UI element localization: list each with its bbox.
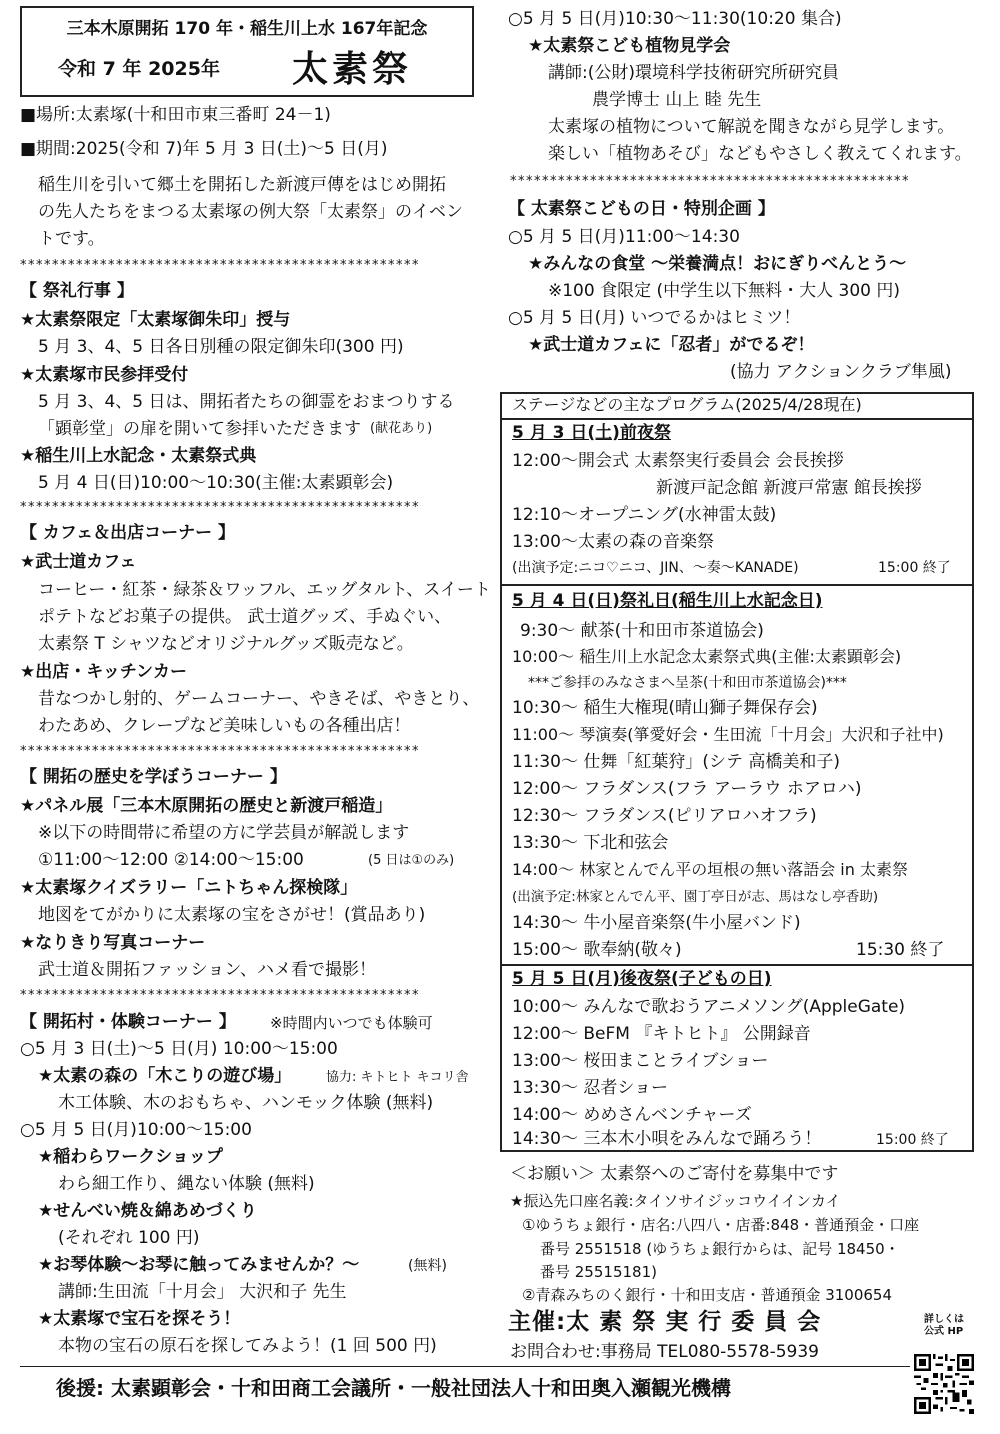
organizer-contact: お問合わせ:事務局 TEL080-5578-5939 [510,1342,819,1362]
program-title: ステージなどの主なプログラム(2025/4/28現在) [512,395,862,414]
item-note: (献花あり) [370,421,433,436]
item-title: ★太素祭限定「太素塚御朱印」授与 [20,310,291,330]
item-date: ○5 月 3 日(土)～5 日(月) 10:00～15:00 [20,1039,338,1059]
divider [20,1366,910,1367]
item-desc: 「顕彰堂」の扉を開いて参拝いただきます [38,419,361,439]
item-note: 協力: キトヒト キコリ舎 [326,1070,469,1085]
section-heading-village: 【 開拓村・体験コーナー 】 [20,1012,236,1032]
item-desc: 地図をてがかりに太素塚の宝をさがせ！(賞品あり) [38,905,426,925]
item-desc: 5 月 3、4、5 日各日別種の限定御朱印(300 円) [38,337,404,357]
program-line: (出演予定:ニコ♡ニコ、JIN、～奏～KANADE) [512,560,799,576]
item-note: (5 日は①のみ) [368,853,455,868]
intro-line: の先人たちをまつる太素塚の例大祭「太素祭」のイベン [38,202,463,222]
info-period: ■期間:2025(令和 7)年 5 月 3 日(土)～5 日(月) [20,139,388,159]
program-line: 12:00～ BeFM 『キトヒト』 公開録音 [512,1024,811,1044]
donation-line: ①ゆうちょ銀行・店名:八四八・店番:848・普通預金・口座 [522,1216,920,1234]
item-desc: 講師:(公財)環境科学技術研究所研究員 [548,63,839,83]
title-year: 令和 7 年 2025年 [58,58,220,80]
item-desc: 太素塚の植物について解説を聞きながら見学します。 [548,117,955,137]
program-line: 12:00～開会式 太素祭実行委員会 会長挨拶 [512,451,844,471]
item-desc: 5 月 4 日(日)10:00～10:30(主催:太素顕彰会) [38,473,394,493]
item-desc: 木工体験、木のおもちゃ、ハンモック体験 (無料) [58,1093,434,1113]
item-desc: わたあめ、クレープなど美味しいもの各種出店！ [38,716,411,736]
item-title: ★パネル展「三本木原開拓の歴史と新渡戸稲造」 [20,796,393,816]
item-desc: ※100 食限定 (中学生以下無料・大人 300 円) [548,281,901,301]
item-desc: 講師:生田流「十月会」 大沢和子 先生 [58,1282,347,1302]
item-title: ★太素祭こども植物見学会 [528,36,731,56]
program-end: 15:00 終了 [876,1132,949,1148]
divider: ************************************************** [20,744,420,759]
item-title: ★なりきり写真コーナー [20,933,206,953]
donation-line: 番号 25515181) [540,1263,657,1281]
divider: ************************************************** [510,174,910,189]
program-line: 12:10～オープニング(水神雷太鼓) [512,505,777,525]
program-line: 11:30～ 仕舞「紅葉狩」(シテ 高橋美和子) [512,752,841,772]
item-title: ★武士道カフェ [20,552,137,572]
program-line: 14:00～ めめさんベンチャーズ [512,1105,752,1125]
item-desc: 本物の宝石の原石を探してみよう！(1 回 500 円) [58,1336,437,1356]
program-line: 11:00～ 琴演奏(箏愛好会・生田流「十月会」大沢和子社中) [512,725,944,744]
divider [500,964,974,966]
item-desc: (それぞれ 100 円) [58,1228,200,1248]
item-desc: ※以下の時間帯に希望の方に学芸員が解説します [38,823,410,843]
program-line: 10:30～ 稲生大権現(晴山獅子舞保存会) [512,698,818,718]
intro-line: トです。 [38,229,105,249]
program-end: 15:00 終了 [878,560,951,576]
section-heading-cafe: 【 カフェ＆出店コーナー 】 [20,523,235,543]
program-line: 14:00～ 林家とんでん平の垣根の無い落語会 in 太素祭 [512,860,908,879]
item-title: ★稲わらワークショップ [38,1147,223,1167]
item-title: ★武士道カフェに「忍者」がでるぞ！ [528,335,815,355]
item-desc: わら細工作り、縄ない体験 (無料) [58,1174,315,1194]
section-heading-ritual: 【 祭礼行事 】 [20,281,134,301]
item-desc: ポテトなどお菓子の提供。 武士道グッズ、手ぬぐい、 [38,607,452,627]
program-line: (出演予定:林家とんでん平、園丁亭日が志、馬はなし亭香助) [512,889,879,905]
organizer-title: 主催:太 素 祭 実 行 委 員 会 [508,1309,822,1335]
item-note: (無料) [408,1258,447,1274]
section-note: ※時間内いつでも体験可 [270,1014,433,1032]
qr-code[interactable] [914,1354,974,1414]
program-line: ***ご参拝のみなさまへ呈茶(十和田市茶道協会)*** [528,675,847,691]
day-heading: 5 月 3 日(土)前夜祭 [512,423,671,443]
program-line: 13:30～ 忍者ショー [512,1078,669,1098]
divider: ************************************************** [20,988,420,1003]
item-desc: ①11:00～12:00 ②14:00～15:00 [38,850,304,870]
item-title: ★せんべい焼＆綿あめづくり [38,1201,257,1221]
intro-line: 稲生川を引いて郷土を開拓した新渡戸傳をはじめ開拓 [38,175,446,195]
item-desc: コーヒー・紅茶・緑茶＆ワッフル、エッグタルト、スイート [38,580,491,600]
donation-title: ＜お願い＞ 太素祭へのご寄付を募集中です [510,1164,839,1184]
item-title: ★みんなの食堂 ～栄養満点！おにぎりべんとう～ [528,254,907,274]
page-title: 太素祭 [292,49,413,90]
section-heading-kids: 【 太素祭こどもの日・特別企画 】 [508,199,775,219]
item-date: ○5 月 5 日(月)10:00～15:00 [20,1120,252,1140]
program-line: 9:30～ 献茶(十和田市茶道協会) [520,621,764,641]
qr-label: 詳しくは [924,1314,964,1325]
item-desc: 5 月 3、4、5 日は、開拓者たちの御霊をおまつりする [38,392,455,412]
divider [500,418,974,420]
item-date: ○5 月 5 日(月)10:30～11:30(10:20 集合) [508,9,842,29]
item-title: ★出店・キッチンカー [20,662,188,682]
program-line: 14:30～ 三本木小唄をみんなで踊ろう！ [512,1129,822,1149]
item-title: ★太素塚クイズラリー「ニトちゃん探検隊」 [20,878,358,898]
item-desc: 楽しい「植物あそび」などもやさしく教えてくれます。 [548,144,972,164]
item-date: ○5 月 5 日(月) いつでるかはヒミツ！ [508,308,801,328]
program-line: 15:00～ 歌奉納(敬々) [512,940,682,960]
program-line: 新渡戸記念館 新渡戸常憲 館長挨拶 [656,478,922,498]
program-line: 13:30～ 下北和弦会 [512,833,669,853]
item-title: ★太素の森の「木こりの遊び場」 [38,1066,292,1086]
item-title: ★お琴体験～お琴に触ってみませんか？～ [38,1255,360,1275]
divider [500,584,974,586]
program-line: 10:00～ みんなで歌おうアニメソング(AppleGate) [512,997,906,1017]
title-box [20,6,474,97]
info-place: ■場所:太素塚(十和田市東三番町 24－1) [20,105,331,125]
day-heading: 5 月 5 日(月)後夜祭(子どもの日) [512,969,772,989]
qr-label: 公式 HP [924,1326,964,1337]
program-end: 15:30 終了 [856,940,945,960]
program-line: 10:00～ 稲生川上水記念太素祭式典(主催:太素顕彰会) [512,647,902,666]
item-desc: 農学博士 山上 睦 先生 [592,90,762,110]
donation-line: ②青森みちのく銀行・十和田支店・普通預金 3100654 [522,1286,893,1304]
item-desc: 武士道＆開拓ファッション、ハメ看で撮影！ [38,960,376,980]
item-title: ★太素塚で宝石を探そう！ [38,1309,241,1329]
item-desc: 昔なつかし射的、ゲームコーナー、やきそば、やきとり、 [38,689,480,709]
program-line: 13:00～太素の森の音楽祭 [512,532,714,552]
item-desc: 太素祭 T シャツなどオリジナルグッズ販売など。 [38,634,414,654]
divider: ************************************************** [20,258,420,273]
donation-line: 番号 2551518 (ゆうちょ銀行からは、記号 18450・ [540,1240,900,1258]
day-heading: 5 月 4 日(日)祭礼日(稲生川上水記念日) [512,591,823,611]
program-line: 13:00～ 桜田まことライブショー [512,1051,769,1071]
program-line: 12:30～ フラダンス(ピリアロハオフラ) [512,806,817,826]
program-line: 12:00～ フラダンス(フラ アーラウ ホアロハ) [512,779,862,799]
section-heading-history: 【 開拓の歴史を学ぼうコーナー 】 [20,767,287,787]
donation-line: ★振込先口座名義:タイソサイジッコウイインカイ [510,1192,841,1210]
divider: ************************************************** [20,500,420,515]
item-date: ○5 月 5 日(月)11:00～14:30 [508,227,740,247]
program-line: 14:30～ 牛小屋音楽祭(牛小屋バンド) [512,913,801,933]
item-title: ★稲生川上水記念・太素祭式典 [20,446,257,466]
item-note: (協力 アクションクラブ隼風) [730,362,952,382]
sponsor-line: 後援: 太素顕彰会・十和田商工会議所・一般社団法人十和田奥入瀬観光機構 [56,1376,731,1400]
title-line-1: 三本木原開拓 170 年・稲生川上水 167年記念 [66,19,428,39]
item-title: ★太素塚市民参拝受付 [20,365,189,385]
